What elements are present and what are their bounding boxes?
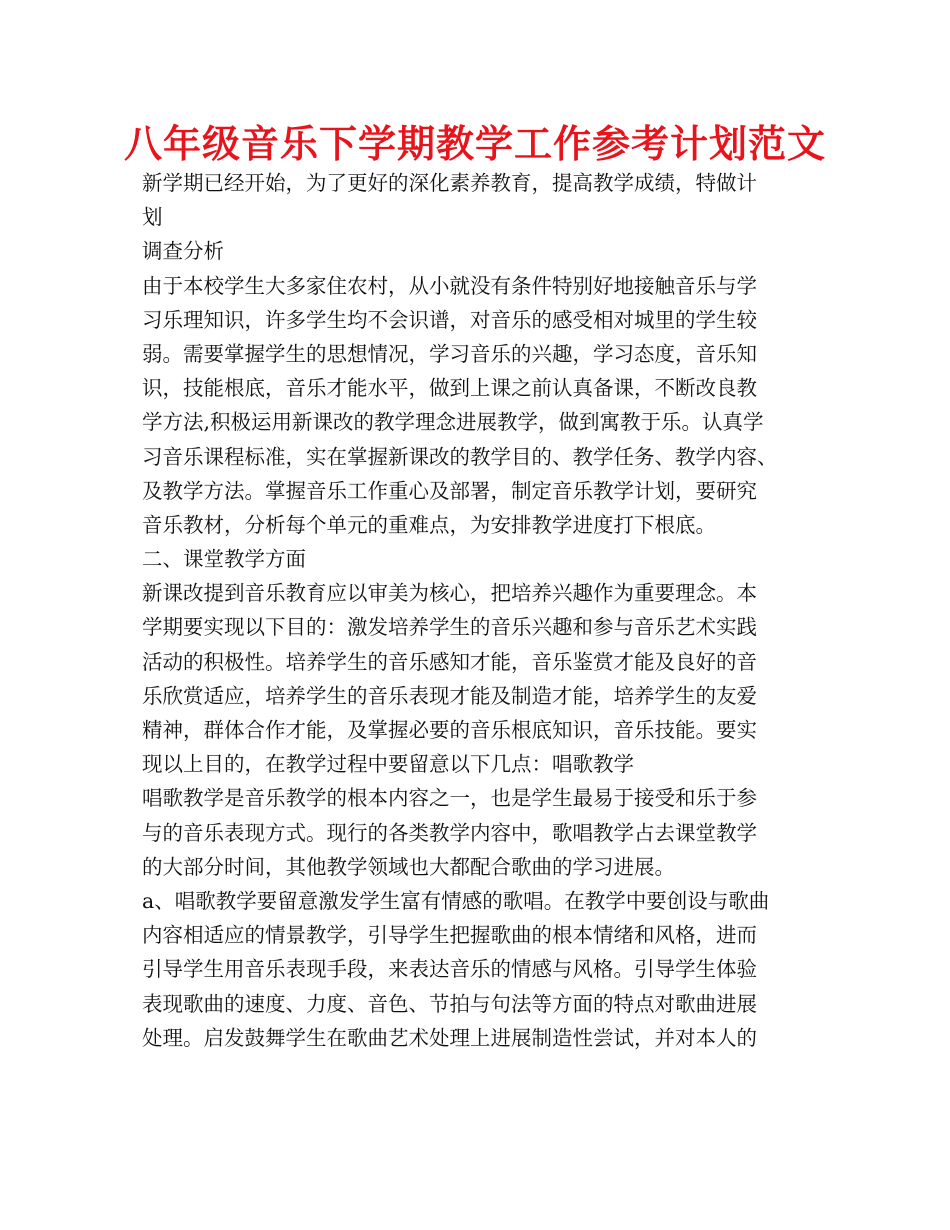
- text-line: 学方法,积极运用新课改的教学理念进展教学，做到寓教于乐。认真学: [142, 410, 764, 435]
- document-title: 八年级音乐下学期教学工作参考计划范文: [123, 122, 826, 166]
- text-line: 新学期已经开始，为了更好的深化素养教育，提高教学成绩，特做计: [142, 171, 757, 195]
- text-line: 精神，群体合作才能，及掌握必要的音乐根底知识，音乐技能。要实: [142, 718, 757, 742]
- text-line: 表现歌曲的速度、力度、音色、节拍与句法等方面的特点对歌曲进展: [142, 991, 757, 1016]
- text-line: 内容相适应的情景教学，引导学生把握歌曲的根本情绪和风格，进而: [142, 923, 757, 948]
- text-line: 处理。启发鼓舞学生在歌曲艺术处理上进展制造性尝试，并对本人的: [142, 1025, 757, 1050]
- text-line: 新课改提到音乐教育应以审美为核心，把培养兴趣作为重要理念。本: [142, 581, 757, 606]
- text-line: 音乐教材，分析每个单元的重难点，为安排教学进度打下根底。: [142, 512, 716, 537]
- text-line: 学期要实现以下目的：激发培养学生的音乐兴趣和参与音乐艺术实践: [142, 615, 757, 640]
- text-line: 乐欣赏适应，培养学生的音乐表现才能及制造才能，培养学生的友爱: [142, 683, 757, 708]
- text-line: 活动的积极性。培养学生的音乐感知才能，音乐鉴赏才能及良好的音: [142, 649, 757, 674]
- document-body: [142, 166, 832, 1055]
- text-line: 与的音乐表现方式。现行的各类教学内容中，歌唱教学占去课堂教学: [142, 820, 757, 845]
- text-line: 唱歌教学是音乐教学的根本内容之一，也是学生最易于接受和乐于参: [142, 786, 757, 811]
- text-line: 及教学方法。掌握音乐工作重心及部署，制定音乐教学计划，要研究: [142, 478, 757, 503]
- text-line: 由于本校学生大多家住农村，从小就没有条件特别好地接触音乐与学: [142, 273, 757, 298]
- text-line: 习乐理知识，许多学生均不会识谱，对音乐的感受相对城里的学生较: [142, 307, 757, 332]
- text-line: 引导学生用音乐表现手段，来表达音乐的情感与风格。引导学生体验: [142, 957, 757, 982]
- text-line: 二、课堂教学方面: [142, 547, 306, 572]
- text-line: 习音乐课程标准，实在掌握新课改的教学目的、教学任务、教学内容、: [142, 444, 778, 469]
- text-line: 现以上目的，在教学过程中要留意以下几点：唱歌教学: [142, 752, 634, 777]
- text-line: 的大部分时间，其他教学领域也大都配合歌曲的学习进展。: [142, 854, 675, 879]
- text-line: 调查分析: [142, 239, 224, 264]
- text-line: a、唱歌教学要留意激发学生富有情感的歌唱。在教学中要创设与歌曲: [142, 888, 770, 913]
- text-line: 弱。需要掌握学生的思想情况，学习音乐的兴趣，学习态度，音乐知: [142, 341, 757, 366]
- text-line: 划: [142, 205, 163, 230]
- text-line: 识，技能根底，音乐才能水平，做到上课之前认真备课，不断改良教: [142, 376, 757, 401]
